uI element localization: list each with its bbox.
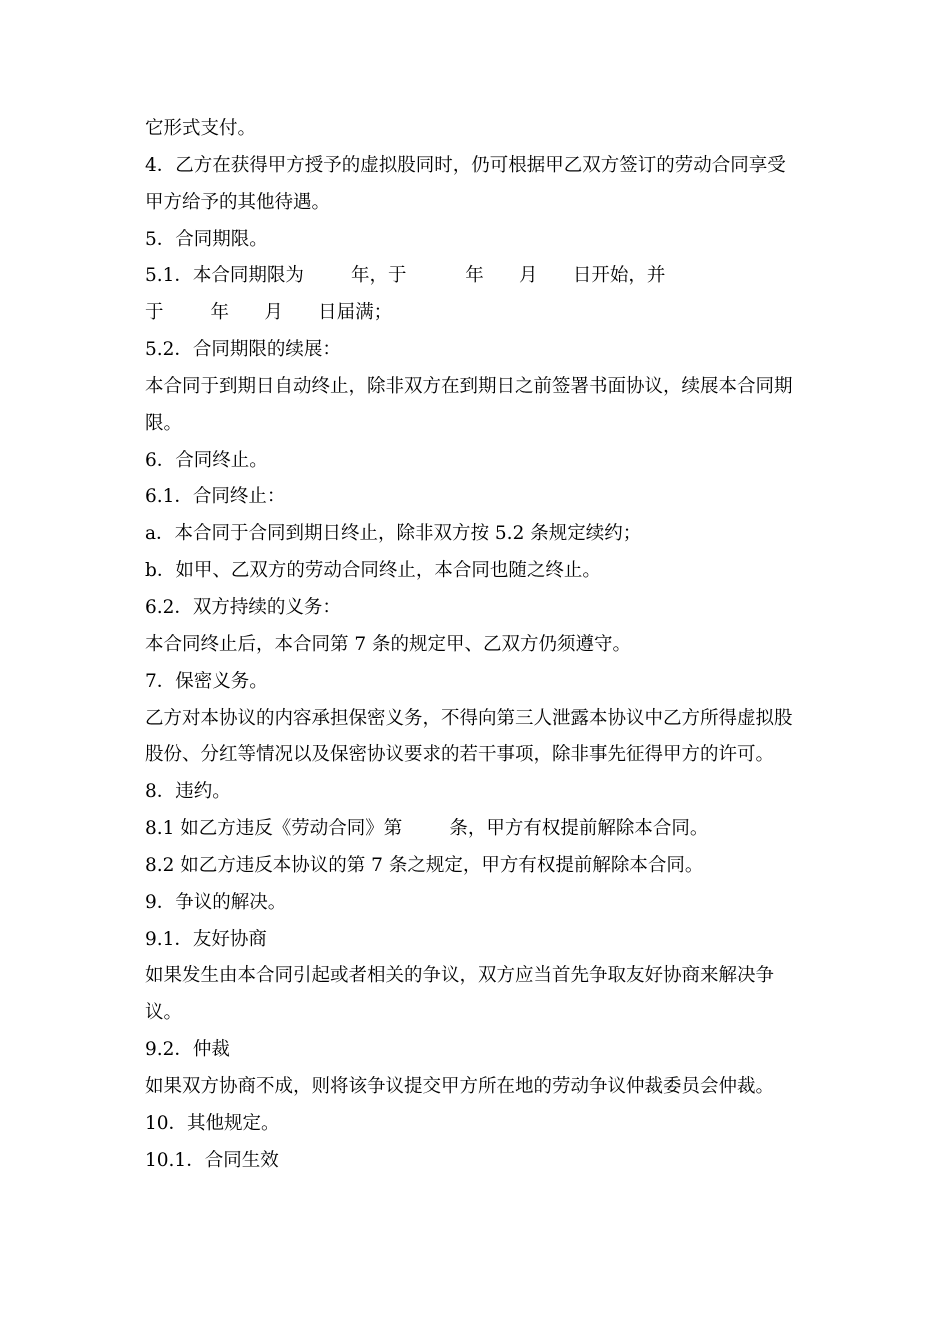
section-heading: 9．争议的解决。 xyxy=(145,891,287,913)
subsection-heading: 9.2．仲裁 xyxy=(145,1039,230,1061)
subsection-heading: 6.1．合同终止： xyxy=(145,486,286,508)
subsection-heading: 10.1．合同生效 xyxy=(145,1149,279,1171)
text-line: 乙方对本协议的内容承担保密义务，不得向第三人泄露本协议中乙方所得虚拟股 xyxy=(145,707,793,729)
section-heading: 10．其他规定。 xyxy=(145,1112,280,1134)
text-line: 5.1．本合同期限为 年，于 年 月 日开始，并 xyxy=(145,265,666,287)
text-line: 本合同终止后，本合同第 7 条的规定甲、乙双方仍须遵守。 xyxy=(145,633,632,655)
text-line: 如果双方协商不成，则将该争议提交甲方所在地的劳动争议仲裁委员会仲裁。 xyxy=(145,1075,775,1097)
section-heading: 7．保密义务。 xyxy=(145,670,268,692)
text-line: a．本合同于合同到期日终止，除非双方按 5.2 条规定续约； xyxy=(145,523,642,545)
section-heading: 5．合同期限。 xyxy=(145,228,268,250)
text-line: 甲方给予的其他待遇。 xyxy=(145,191,331,213)
text-line: b．如甲、乙双方的劳动合同终止，本合同也随之终止。 xyxy=(145,560,601,582)
text-line: 8.1 如乙方违反《劳动合同》第 条，甲方有权提前解除本合同。 xyxy=(145,818,709,840)
section-heading: 6．合同终止。 xyxy=(145,449,268,471)
subsection-heading: 6.2．双方持续的义务： xyxy=(145,596,341,618)
text-line: 本合同于到期日自动终止，除非双方在到期日之前签署书面协议，续展本合同期 xyxy=(145,375,793,397)
subsection-heading: 5.2．合同期限的续展： xyxy=(145,339,341,361)
text-line: 于 年 月 日届满； xyxy=(145,302,393,324)
text-line: 如果发生由本合同引起或者相关的争议，双方应当首先争取友好协商来解决争 xyxy=(145,965,775,987)
subsection-heading: 9.1．友好协商 xyxy=(145,928,267,950)
text-line: 它形式支付。 xyxy=(145,118,257,139)
text-line: 议。 xyxy=(145,1002,183,1024)
section-heading: 8．违约。 xyxy=(145,781,231,803)
document-body xyxy=(145,111,815,1179)
text-line: 限。 xyxy=(145,412,183,434)
text-line: 股份、分红等情况以及保密协议要求的若干事项，除非事先征得甲方的许可。 xyxy=(145,744,775,766)
text-line: 8.2 如乙方违反本协议的第 7 条之规定，甲方有权提前解除本合同。 xyxy=(145,854,704,876)
text-line: 4．乙方在获得甲方授予的虚拟股同时，仍可根据甲乙双方签订的劳动合同享受 xyxy=(145,154,786,176)
